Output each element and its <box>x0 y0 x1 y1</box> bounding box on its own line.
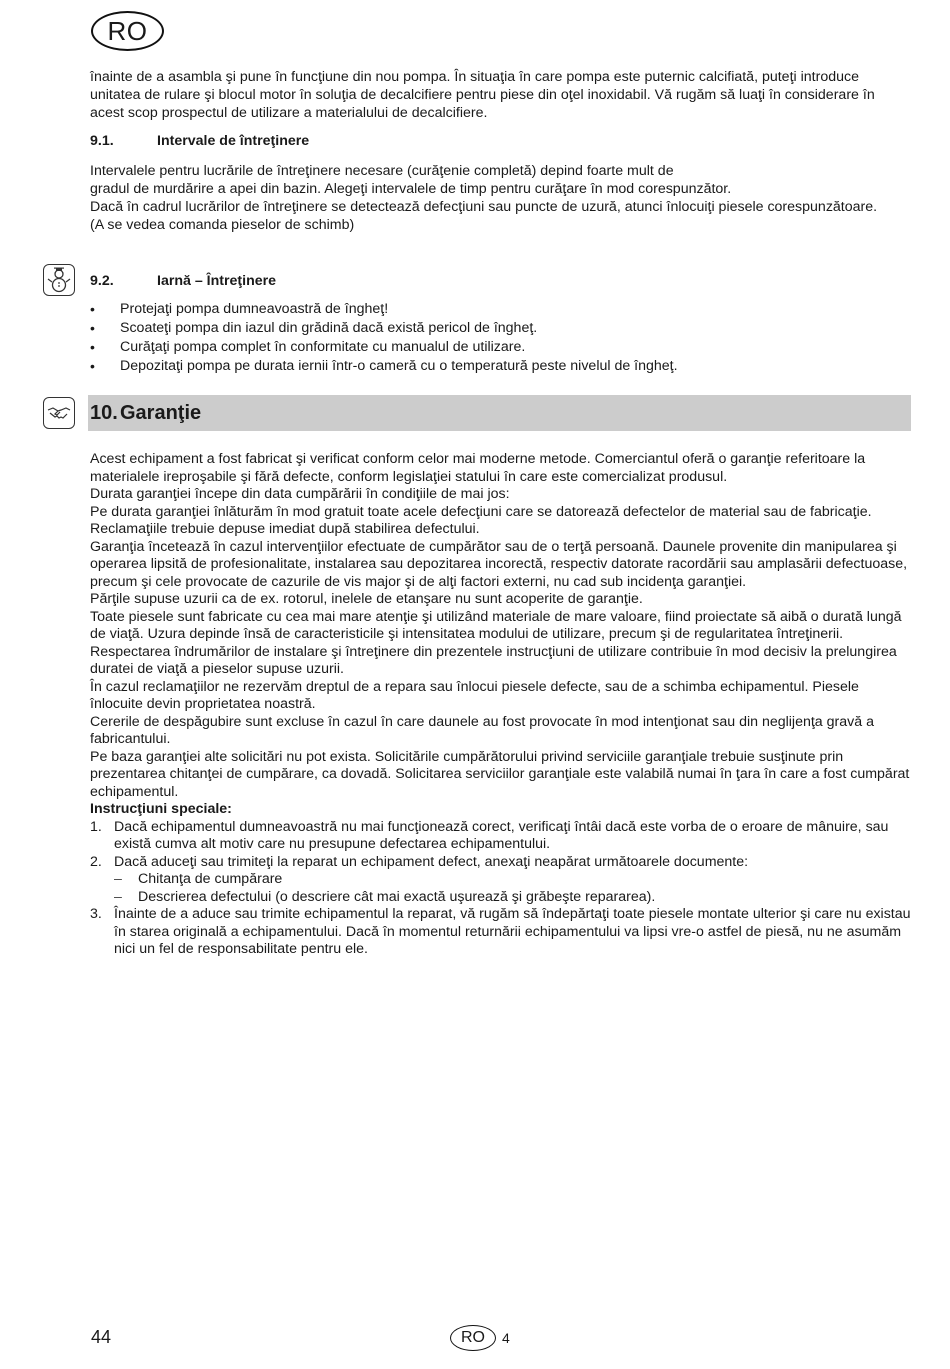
warranty-paragraph: Pe durata garanţiei înlăturăm în mod gratuit toate acele defecţiuni care se datorează defectelor de material sau de fabricaţie. Reclamaţiile trebuie depuse imediat după stabilirea defectului. <box>90 503 872 537</box>
body-line: gradul de murdărire a apei din bazin. Alegeţi intervalele de timp pentru curăţare în mod corespunzător. <box>90 181 732 197</box>
section-title: Iarnă – Întreţinere <box>157 273 277 289</box>
list-item <box>90 906 912 959</box>
section-title: Intervale de întreţinere <box>157 133 310 149</box>
list-item <box>90 819 912 854</box>
section-9-2-heading <box>90 273 912 289</box>
list-item <box>90 854 912 907</box>
body-line: Dacă în cadrul lucrărilor de întreţinere se detectează defecţiuni sau puncte de uzură, atunci înlocuiţi piesele corespunzătoare. <box>90 199 878 215</box>
section-9-1-heading <box>90 133 912 149</box>
section-title: Garanţie <box>120 401 202 424</box>
warranty-paragraph: Garanţia încetează în cazul intervenţiilor efectuate de cumpărător sau de o terţă persoană. Daunele provenite din manipularea şi operarea lipsită de profesionalitate, instalarea sau depozitarea incorectă, respectiv datorate racordării sau amplasării defectuoase, precum şi cele provocate de cazurile de vis major şi de alţi factori externi, nu cad sub incidenţa garanţiei. <box>90 538 908 590</box>
section-9-1-body <box>90 162 912 234</box>
warranty-paragraph: Pe baza garanţiei alte solicitări nu pot exista. Solicitările cumpărătorului privind serviciile garanţiale trebuie susţinute prin prezentarea chitanţei de cumpărare, ca dovadă. Solicitarea serviciilor garanţiale este valabilă numai în ţara în care a fost cumpărat echipamentul. <box>90 748 910 800</box>
warranty-paragraph: Toate piesele sunt fabricate cu cea mai mare atenţie şi utilizând materiale de mare valoare, fiind proiectate să aibă o durată lungă de viaţă. Uzura depinde însă de caracteristicile şi intensitatea modului de utilizare, precum şi de regularitatea întreţinerii. Respectarea îndrumărilor de instalare şi întreţinere din prezentele instrucţiuni de utilizare contribuie în mod decisiv la prelungirea duratei de viaţă a pieselor supuse uzurii. <box>90 608 902 677</box>
section-9-2-bullets <box>90 300 912 376</box>
warranty-paragraph: Cererile de despăgubire sunt excluse în cazul în care daunele au fost provocate în mod intenţionat sau din neglijenţa gravă a fabricantului. <box>90 713 874 747</box>
body-line: (A se vedea comanda pieselor de schimb) <box>90 217 355 233</box>
list-item: • Curăţaţi pompa complet în conformitate cu manualul de utilizare. <box>90 338 912 357</box>
section-number: 9.1. <box>90 133 114 149</box>
footer-language-badge: RO <box>450 1325 496 1351</box>
section-number: 9.2. <box>90 273 114 289</box>
list-item: • Scoateţi pompa din iazul din grădină dacă există pericol de îngheţ. <box>90 319 912 338</box>
body-line: Intervalele pentru lucrările de întreţinere necesare (curăţenie completă) depind foarte mult de <box>90 163 674 179</box>
item-number: 1. <box>90 818 102 835</box>
item-text: Dacă aduceţi sau trimiteţi la reparat un echipament defect, anexaţi neapărat următoarele documente: <box>114 853 749 870</box>
snowman-icon <box>43 264 75 296</box>
item-number: 2. <box>90 853 102 870</box>
intro-paragraph <box>90 68 912 122</box>
intro-text: înainte de a asambla şi pune în funcţiune din nou pompa. În situaţia în care pompa este puternic calcifiată, puteţi introduce unitatea de rulare şi blocul motor în soluţia de decalcifiere pentru piese din oţel inoxidabil. Vă rugăm să luaţi în considerare în acest scop prospectul de utilizare a materialului de decalcifiere. <box>90 69 875 121</box>
special-instructions-list <box>90 819 912 959</box>
list-item: • Depozitaţi pompa pe durata iernii într-o cameră cu o temperatură peste nivelul de îngheţ. <box>90 357 912 376</box>
warranty-paragraph: Durata garanţiei începe din data cumpărării în condiţiile de mai jos: <box>90 486 510 502</box>
footer-sub-page: 4 <box>502 1330 510 1346</box>
special-instructions-title: Instrucţiuni speciale: <box>90 801 232 817</box>
language-badge: RO <box>91 11 164 51</box>
warranty-body <box>90 451 912 959</box>
list-item: – Descrierea defectului (o descriere cât mai exactă uşurează şi grăbeşte repararea). <box>114 889 912 907</box>
section-number: 10. <box>90 401 118 424</box>
warranty-paragraph: Acest echipament a fost fabricat şi verificat conform celor mai moderne metode. Comerciantul oferă o garanţie referitoare la materialele ireproşabile şi fără defecte, conform legislaţiei statului în care este comercializat produsul. <box>90 451 866 485</box>
list-item: – Chitanţa de cumpărare <box>114 871 912 889</box>
item-text: Dacă echipamentul dumneavoastră nu mai funcţionează corect, verificaţi întâi dacă este vorba de o eroare de mânuire, sau există cumva alt motiv care nu presupune defectarea echipamentului. <box>114 818 889 852</box>
document-list <box>114 871 912 906</box>
section-10-header <box>88 395 911 431</box>
warranty-paragraph: Părţile supuse uzurii ca de ex. rotorul, inelele de etanşare nu sunt acoperite de garanţie. <box>90 591 643 607</box>
warranty-paragraph: În cazul reclamaţiilor ne rezervăm dreptul de a repara sau înlocui piesele defecte, sau de a schimba echipamentul. Piesele înlocuite devin proprietatea noastră. <box>90 678 859 712</box>
page-number: 44 <box>91 1327 112 1347</box>
handshake-icon <box>43 397 75 429</box>
item-text: Înainte de a aduce sau trimite echipamentul la reparat, vă rugăm să îndepărtaţi toate piesele montate ulterior şi care nu existau în starea originală a echipamentului. Dacă în momentul returnării echipamentului va lipsi vre-o astfel de piesă, nu ne asumăm nici un fel de responsabilitate pentru ele. <box>114 906 911 957</box>
item-number: 3. <box>90 906 102 922</box>
list-item: • Protejaţi pompa dumneavoastră de îngheţ! <box>90 300 912 319</box>
